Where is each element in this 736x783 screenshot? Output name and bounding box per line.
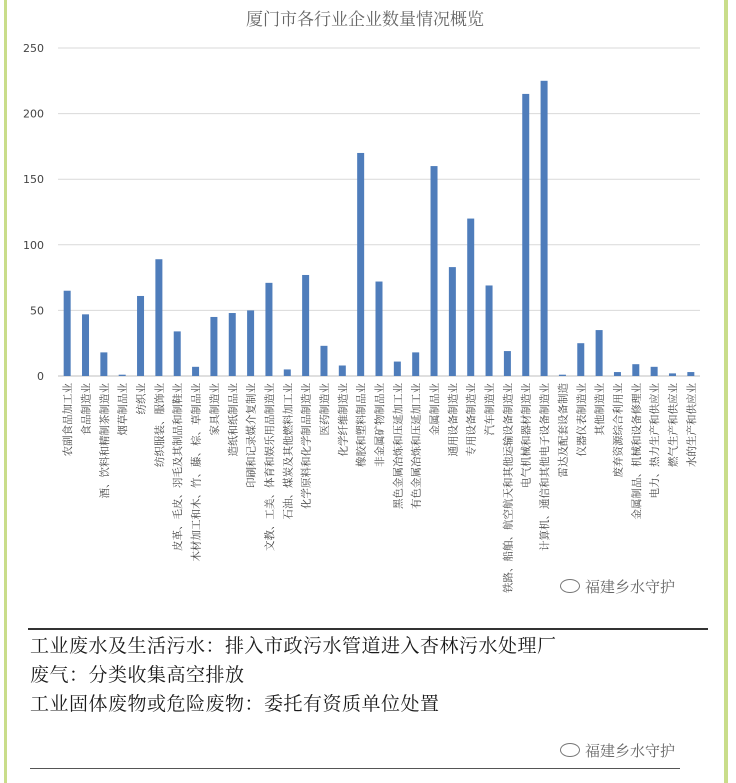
watermark-bottom <box>560 740 675 761</box>
bar <box>119 375 126 376</box>
x-tick-label: 化学纤维制造业 <box>337 383 350 457</box>
bar <box>339 366 346 376</box>
bar <box>174 331 181 376</box>
bar <box>412 352 419 376</box>
bar <box>486 285 493 376</box>
x-tick-label: 电力、热力生产和供应业 <box>649 383 662 499</box>
x-tick-label: 文教、工美、体育和娱乐用品制造业 <box>263 383 276 551</box>
y-tick-label: 100 <box>23 238 44 252</box>
wechat-icon <box>560 579 580 593</box>
bar <box>431 166 438 376</box>
x-tick-label: 皮革、毛皮、羽毛及其制品和制鞋业 <box>172 383 185 551</box>
x-tick-label: 电气机械和器材制造业 <box>520 383 533 488</box>
bar <box>376 282 383 376</box>
y-tick-label: 250 <box>23 42 44 55</box>
right-frame-border <box>724 0 728 783</box>
watermark-text: 福建乡水守护 <box>585 578 676 596</box>
y-tick-label: 200 <box>23 107 44 121</box>
bar <box>192 367 199 376</box>
x-tick-label: 印刷和记录媒介复制业 <box>245 383 258 488</box>
bar <box>82 314 89 376</box>
bar <box>577 343 584 376</box>
bar <box>687 372 694 376</box>
x-tick-label: 仪器仪表制造业 <box>575 383 588 457</box>
left-frame-border <box>4 0 7 783</box>
x-tick-label: 黑色金属冶炼和压延加工业 <box>392 383 405 509</box>
bar <box>302 275 309 376</box>
x-tick-label: 通用设备制造业 <box>447 383 460 457</box>
x-tick-label: 纺织服装、服饰业 <box>153 383 166 467</box>
note-wastewater: 工业废水及生活污水：排入市政污水管道进入杏林污水处理厂 <box>30 635 557 657</box>
x-tick-label: 农副食品加工业 <box>62 383 75 457</box>
x-tick-label: 金属制品业 <box>429 383 442 436</box>
x-tick-label: 废弃资源综合利用业 <box>612 383 625 478</box>
bar <box>504 351 511 376</box>
x-tick-label: 化学原料和化学制品制造业 <box>300 383 313 509</box>
bar <box>64 291 71 376</box>
bar <box>284 369 291 376</box>
x-tick-label: 橡胶和塑料制品业 <box>355 383 368 467</box>
bar <box>651 367 658 376</box>
bar <box>614 372 621 376</box>
y-tick-label: 0 <box>37 370 44 383</box>
bar <box>559 375 566 376</box>
bar <box>541 81 548 376</box>
bar <box>320 346 327 376</box>
bar <box>596 330 603 376</box>
bar <box>467 219 474 376</box>
chart-title: 厦门市各行业企业数量情况概览 <box>246 10 484 30</box>
x-tick-label: 非金属矿物制品业 <box>374 383 386 467</box>
x-tick-label: 烟草制品业 <box>117 383 130 436</box>
divider-line <box>28 628 708 630</box>
bar <box>100 352 107 376</box>
watermark-text: 福建乡水守护 <box>585 742 676 760</box>
y-tick-label: 150 <box>23 173 44 187</box>
bar <box>229 313 236 376</box>
x-tick-label: 水的生产和供应业 <box>685 383 698 467</box>
bar <box>632 364 639 376</box>
x-tick-label: 医药制造业 <box>318 383 331 436</box>
bar-chart <box>8 0 722 610</box>
bar <box>265 283 272 376</box>
x-tick-label: 造纸和纸制品业 <box>227 383 240 457</box>
chart-container <box>8 0 722 610</box>
bar <box>669 373 676 376</box>
y-tick-label: 50 <box>30 304 44 318</box>
notes-block <box>30 634 700 721</box>
x-tick-label: 雷达及配套设备制造 <box>557 383 570 478</box>
x-tick-label: 其他制造业 <box>594 383 607 436</box>
x-tick-label: 铁路、船舶、航空航天和其他运输设备制造业 <box>502 383 515 593</box>
bar <box>210 317 217 376</box>
bar <box>449 267 456 376</box>
x-tick-label: 金属制品、机械和设备修理业 <box>630 383 643 520</box>
x-tick-label: 纺织业 <box>135 383 148 415</box>
bar <box>357 153 364 376</box>
x-tick-label: 食品制造业 <box>80 383 93 436</box>
bar <box>522 94 529 376</box>
x-tick-label: 燃气生产和供应业 <box>667 383 680 467</box>
x-tick-label: 有色金属冶炼和压延加工业 <box>410 383 423 509</box>
watermark-top <box>560 576 675 597</box>
x-tick-label: 计算机、通信和其他电子设备制造业 <box>539 383 552 551</box>
bar <box>155 259 162 376</box>
x-tick-label: 石油、煤炭及其他燃料加工业 <box>282 383 295 520</box>
bottom-rule <box>30 768 680 769</box>
bar <box>137 296 144 376</box>
wechat-icon <box>560 743 580 757</box>
x-tick-label: 专用设备制造业 <box>465 383 478 457</box>
x-tick-label: 汽车制造业 <box>484 383 497 436</box>
note-exhaust-gas: 废气：分类收集高空排放 <box>30 664 245 686</box>
bar <box>394 362 401 376</box>
bar <box>247 310 254 376</box>
x-tick-label: 酒、饮料和精制茶制造业 <box>98 383 111 499</box>
x-tick-label: 木材加工和木、竹、藤、棕、草制品业 <box>190 383 203 562</box>
note-solid-waste: 工业固体废物或危险废物：委托有资质单位处置 <box>30 693 440 715</box>
x-tick-label: 家具制造业 <box>208 383 221 436</box>
